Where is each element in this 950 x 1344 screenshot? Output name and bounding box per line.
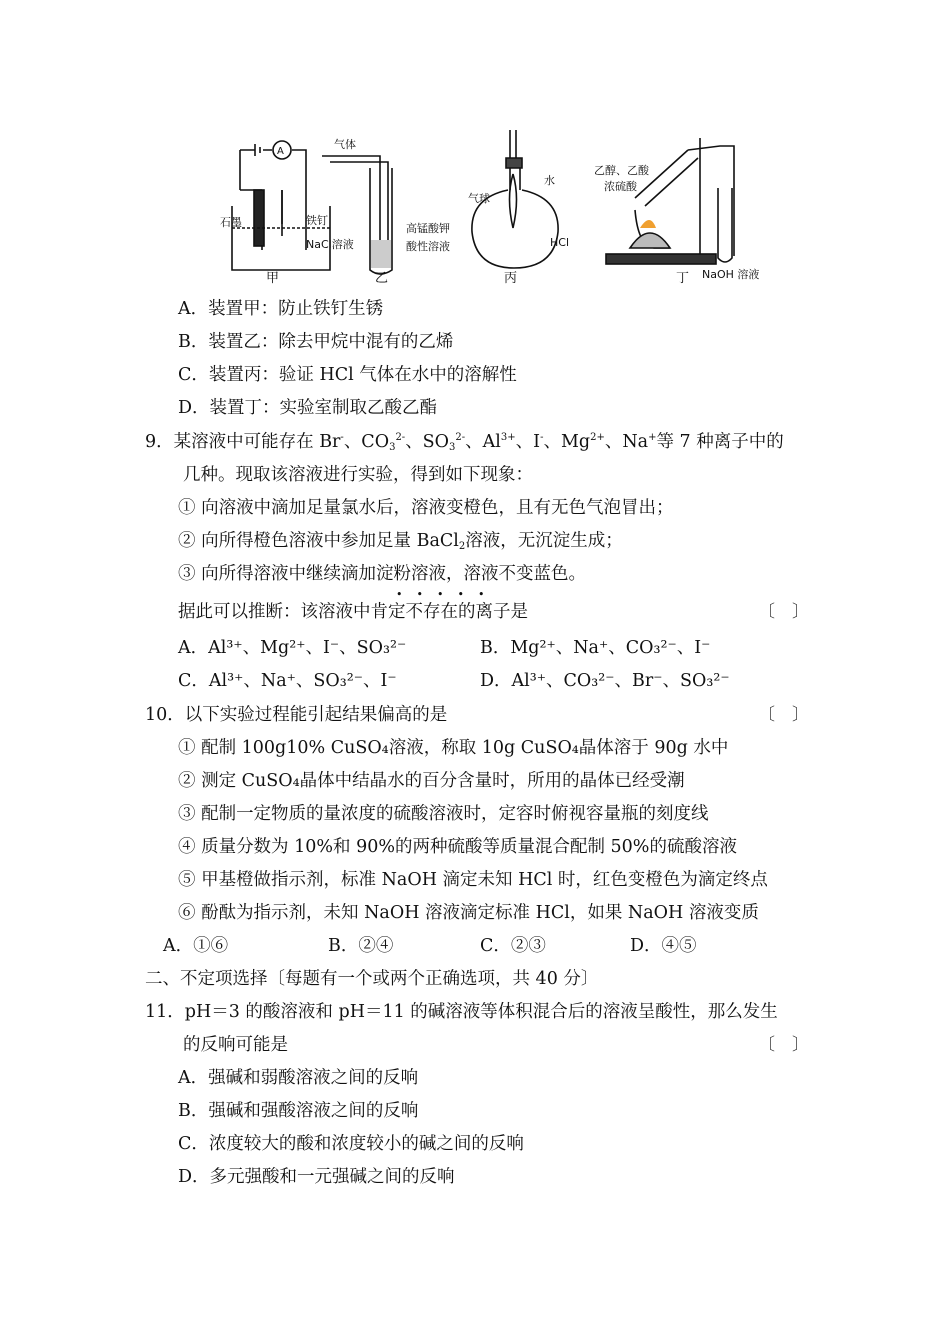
yi-kmno4-label-2: 酸性溶液	[406, 240, 450, 253]
apparatus-yi	[322, 156, 392, 274]
q10-item-6: ⑥ 酚酞为指示剂，未知 NaOH 溶液滴定标准 HCl，如果 NaOH 溶液变质	[178, 903, 759, 923]
q11-option-d: D．多元强酸和一元强碱之间的反响	[178, 1167, 455, 1187]
q8-option-b: B．装置乙：除去甲烷中混有的乙烯	[178, 332, 454, 352]
q10-option-d: D．④⑤	[630, 936, 697, 956]
q9-emphasis-dots: •••••	[396, 588, 499, 601]
q11-answer-bracket: 〔 〕	[758, 1035, 809, 1055]
q8-option-d: D．装置丁：实验室制取乙酸乙酯	[178, 398, 438, 418]
section-2-heading: 二、不定项选择〔每题有一个或两个正确选项，共 40 分〕	[145, 969, 599, 989]
q10-item-3: ③ 配制一定物质的量浓度的硫酸溶液时，定容时俯视容量瓶的刻度线	[178, 804, 709, 824]
yi-kmno4-label-1: 高锰酸钾	[406, 222, 450, 235]
q10-option-b: B．②④	[328, 936, 394, 956]
ding-caption: 丁	[676, 271, 690, 286]
ammeter-label: A	[277, 146, 284, 157]
ding-naoh-label: NaOH 溶液	[702, 268, 760, 281]
q11-option-c: C．浓度较大的酸和浓度较小的碱之间的反响	[178, 1134, 524, 1154]
q9-step-2: ② 向所得橙色溶液中参加足量 BaCl$_2$溶液，无沉淀生成；	[178, 531, 623, 552]
q8-option-c: C．装置丙：验证 HCl 气体在水中的溶解性	[178, 365, 517, 385]
jia-shimo-label: 石墨	[220, 216, 242, 229]
apparatus-figure	[210, 128, 950, 288]
bing-caption: 丙	[504, 271, 518, 286]
q10-item-2: ② 测定 CuSO₄晶体中结晶水的百分含量时，所用的晶体已经受潮	[178, 771, 685, 791]
q10-option-a: A．①⑥	[163, 936, 229, 956]
q10-stem: 10．以下实验过程能引起结果偏高的是	[145, 705, 448, 725]
q11-option-a: A．强碱和弱酸溶液之间的反响	[178, 1068, 419, 1088]
bing-shui-label: 水	[544, 174, 555, 187]
q10-item-4: ④ 质量分数为 10%和 90%的两种硫酸等质量混合配制 50%的硫酸溶液	[178, 837, 737, 857]
q10-item-5: ⑤ 甲基橙做指示剂，标准 NaOH 滴定未知 HCl 时，红色变橙色为滴定终点	[178, 870, 768, 890]
q9-step-3: ③ 向所得溶液中继续滴加淀粉溶液，溶液不变蓝色。	[178, 564, 587, 584]
q9-answer-bracket: 〔 〕	[758, 602, 809, 622]
jia-nacl-label: NaCl溶液	[306, 238, 354, 251]
q9-option-c: C．Al³⁺、Na⁺、SO₃²⁻、I⁻	[178, 671, 397, 691]
bing-qiqiu-label: 气球	[468, 192, 490, 205]
q9-ask: 据此可以推断：该溶液中肯定不存在的离子是	[178, 602, 528, 622]
q11-stem: 11．pH＝3 的酸溶液和 pH＝11 的碱溶液等体积混合后的溶液呈酸性，那么发生	[145, 1002, 778, 1022]
jia-caption: 甲	[266, 271, 280, 286]
jia-tieding-label: 铁钉	[306, 214, 328, 227]
q9-option-a: A．Al³⁺、Mg²⁺、I⁻、SO₃²⁻	[178, 638, 407, 658]
q9-option-b: B．Mg²⁺、Na⁺、CO₃²⁻、I⁻	[480, 638, 711, 658]
q8-option-a: A．装置甲：防止铁钉生锈	[178, 299, 384, 319]
q10-item-1: ① 配制 100g10% CuSO₄溶液，称取 10g CuSO₄晶体溶于 90g 水中	[178, 738, 729, 758]
q9-stem-line2: 几种。现取该溶液进行实验，得到如下现象：	[183, 465, 533, 485]
yi-qiti-label: 气体	[334, 138, 356, 151]
q10-answer-bracket: 〔 〕	[758, 705, 809, 725]
q9-step-1: ① 向溶液中滴加足量氯水后，溶液变橙色，且有无色气泡冒出；	[178, 498, 674, 518]
q10-option-c: C．②③	[480, 936, 546, 956]
ding-reagents-label-1: 乙醇、乙酸	[594, 164, 649, 177]
ding-reagents-label-2: 浓硫酸	[604, 180, 637, 193]
q11-option-b: B．强碱和强酸溶液之间的反响	[178, 1101, 419, 1121]
q9-stem: 9．某溶液中可能存在 Br-、$CO_3^{2-}$、$SO_3^{2-}$、$Al^{3+}$、I-、$Mg^{2+}$、Na+等 7 种离子中的	[145, 432, 784, 453]
yi-caption: 乙	[375, 271, 389, 286]
bing-hcl-label: HCl	[550, 236, 570, 249]
apparatus-ding	[606, 138, 734, 264]
q9-option-d: D．Al³⁺、CO₃²⁻、Br⁻、SO₃²⁻	[480, 671, 730, 691]
q11-stem-line2: 的反响可能是	[183, 1035, 288, 1055]
